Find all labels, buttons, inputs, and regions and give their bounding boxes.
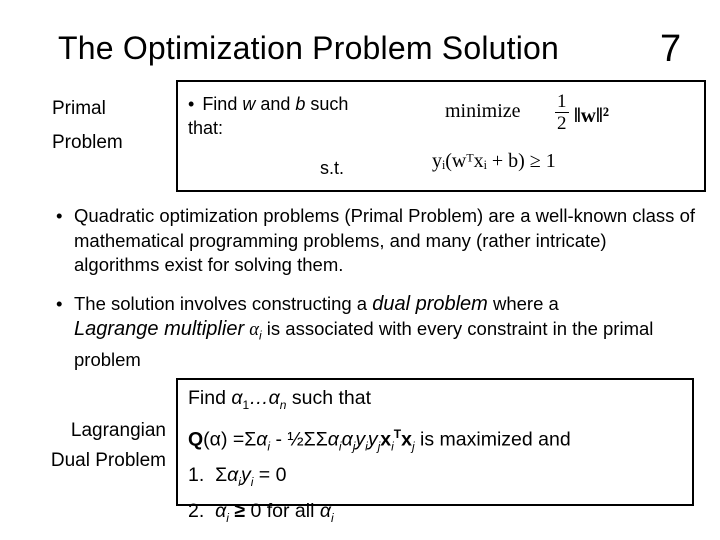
bullet-dot: • [56, 205, 63, 226]
page-title: The Optimization Problem Solution [58, 30, 560, 66]
fraction-numerator: 1 [557, 91, 567, 112]
slide-number: 7 [660, 28, 682, 70]
find-prefix: Find [202, 94, 243, 114]
find-and: and [255, 94, 296, 114]
bullet-quadratic [56, 204, 696, 278]
bullet-solution-part-b: where a [487, 293, 559, 314]
lagrangian-label-line1: Lagrangian [70, 420, 166, 441]
find-b: b [295, 94, 306, 114]
primal-constraint: yᵢ(wᵀxᵢ + b) ≥ 1 [432, 150, 556, 172]
alpha-symbol: α [249, 319, 259, 340]
bullet-solution-part-a: The solution involves constructing a [74, 293, 373, 314]
lagrange-multiplier-term: Lagrange multiplier [74, 317, 245, 340]
find-instruction [188, 92, 388, 140]
norm-w-squared: ‖w‖² [574, 103, 610, 127]
bullet-quadratic-text: Quadratic optimization problems (Primal Problem) are a well-known class of mathematical programming problems, and many (rather intricate) algorithms exist for solving them. [74, 205, 696, 275]
dual-problem-statement [188, 384, 571, 533]
primal-label-line1: Primal [52, 98, 106, 119]
dual-problem-term: dual problem [372, 293, 488, 315]
primal-label-line2: Problem [52, 132, 123, 153]
lagrangian-label-line2: Dual Problem [50, 450, 166, 471]
alpha-subscript: i [258, 328, 262, 343]
minimize-word: minimize [445, 100, 521, 122]
dual-line-constraint2: 2. $\alpha_i \ge 0$ for all $\alpha_i$ [188, 500, 334, 526]
bullet-solution-text [74, 292, 696, 372]
bullet-solution [56, 292, 696, 372]
dual-line-objective: $Q(\alpha) =\Sigma\alpha_i$ - $\frac{1}{2}\Sigma\Sigma\alpha_i\alpha_jy_iy_jx_i^Tx_j$ is maximized and [188, 426, 571, 454]
dual-line-find: Find $\alpha_1\dots\alpha_n$ such that [188, 387, 372, 412]
lagrangian-dual-label [30, 416, 166, 476]
bullet-dot: • [56, 293, 63, 314]
one-half-fraction [555, 92, 569, 135]
find-w: w [242, 94, 256, 114]
dual-line-constraint1: 1. $\Sigma\alpha_iy_i = 0$ [188, 464, 287, 490]
fraction-denominator: 2 [557, 113, 567, 134]
bullet-dot: • [188, 94, 195, 114]
subject-to-label: s.t. [320, 158, 345, 178]
find-suffix: such that: [188, 94, 349, 138]
primal-problem-label [52, 92, 123, 160]
bullet-solution-part-c: is associated with every constraint in the primal problem [74, 317, 654, 370]
